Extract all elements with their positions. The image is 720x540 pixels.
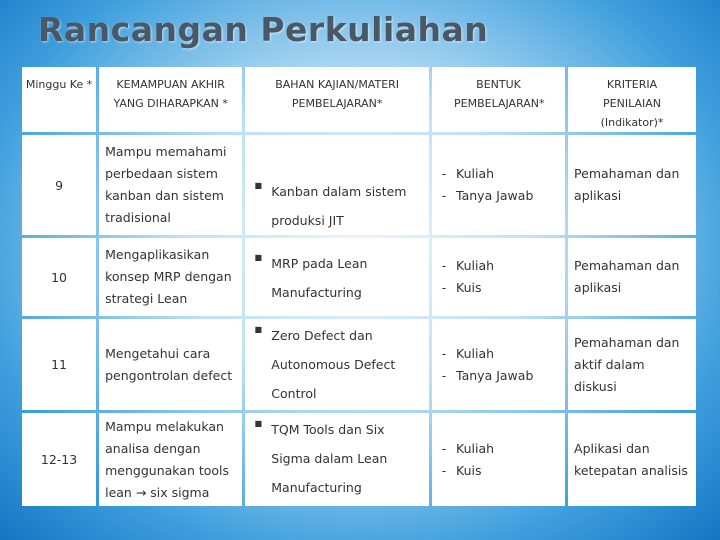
bahan-line: Manufacturing (271, 285, 362, 300)
bahan-line: TQM Tools dan Six (271, 422, 385, 437)
kemampuan-cell: Mengetahui cara pengontrolan defect (99, 319, 242, 410)
header-week: Minggu Ke * (22, 67, 96, 132)
bahan-line: Autonomous Defect (271, 357, 396, 372)
bentuk-item: Kuis (456, 462, 482, 478)
header-bentuk: BENTUK PEMBELAJARAN* (432, 67, 565, 132)
table-row (22, 413, 696, 506)
dash-icon: - (441, 345, 447, 361)
week-cell: 9 (22, 135, 96, 235)
kemampuan-cell: Mampu melakukan analisa dengan menggunakan tools lean → six sigma (99, 413, 242, 506)
dash-icon: - (441, 188, 447, 203)
bahan-line: Sigma dalam Lean (271, 451, 388, 466)
bahan-line: Control (271, 386, 317, 401)
dash-icon: - (441, 462, 447, 478)
table-row (22, 135, 696, 235)
dash-icon: - (441, 440, 447, 456)
bentuk-item: Kuis (456, 280, 482, 295)
kriteria-cell: Pemahaman dan aplikasi (568, 238, 696, 316)
dash-icon: - (441, 166, 447, 181)
course-plan-table (19, 64, 699, 509)
header-bahan: BAHAN KAJIAN/MATERI PEMBELAJARAN* (245, 67, 429, 132)
bahan-cell (245, 135, 429, 235)
bentuk-cell (432, 238, 565, 316)
kriteria-cell: Aplikasi dan ketepatan analisis (568, 413, 696, 506)
bentuk-item: Tanya Jawab (456, 367, 534, 383)
bahan-line: MRP pada Lean (271, 256, 368, 271)
week-cell: 12-13 (22, 413, 96, 506)
bentuk-item: Kuliah (456, 440, 495, 456)
slide-title: Rancangan Perkuliahan (38, 10, 489, 49)
bentuk-item: Kuliah (456, 166, 495, 181)
bullet-icon: ■ (254, 181, 263, 190)
bahan-cell (245, 413, 429, 506)
dash-icon: - (441, 367, 447, 383)
bentuk-cell (432, 319, 565, 410)
bentuk-item: Kuliah (456, 345, 495, 361)
bahan-line: Zero Defect dan (271, 328, 373, 343)
header-kriteria: KRITERIA PENILAIAN (Indikator)* (568, 67, 696, 132)
week-cell: 11 (22, 319, 96, 410)
bahan-line: Manufacturing (271, 480, 362, 495)
bullet-icon: ■ (254, 253, 263, 262)
table-header-row (22, 67, 696, 132)
header-kemampuan: KEMAMPUAN AKHIR YANG DIHARAPKAN * (99, 67, 242, 132)
week-cell: 10 (22, 238, 96, 316)
bahan-line: produksi JIT (271, 213, 344, 228)
bahan-cell (245, 238, 429, 316)
bahan-cell (245, 319, 429, 410)
bentuk-item: Kuliah (456, 258, 495, 273)
kriteria-cell: Pemahaman dan aktif dalam diskusi (568, 319, 696, 410)
table-row (22, 238, 696, 316)
bentuk-cell (432, 413, 565, 506)
kemampuan-cell: Mampu memahami perbedaan sistem kanban dan sistem tradisional (99, 135, 242, 235)
dash-icon: - (441, 280, 447, 295)
dash-icon: - (441, 258, 447, 273)
bahan-line: Kanban dalam sistem (271, 184, 407, 199)
bentuk-item: Tanya Jawab (456, 188, 534, 203)
table-row (22, 319, 696, 410)
bullet-icon: ■ (254, 419, 263, 428)
bullet-icon: ■ (254, 325, 263, 334)
kriteria-cell: Pemahaman dan aplikasi (568, 135, 696, 235)
kemampuan-cell: Mengaplikasikan konsep MRP dengan strategi Lean (99, 238, 242, 316)
bentuk-cell (432, 135, 565, 235)
